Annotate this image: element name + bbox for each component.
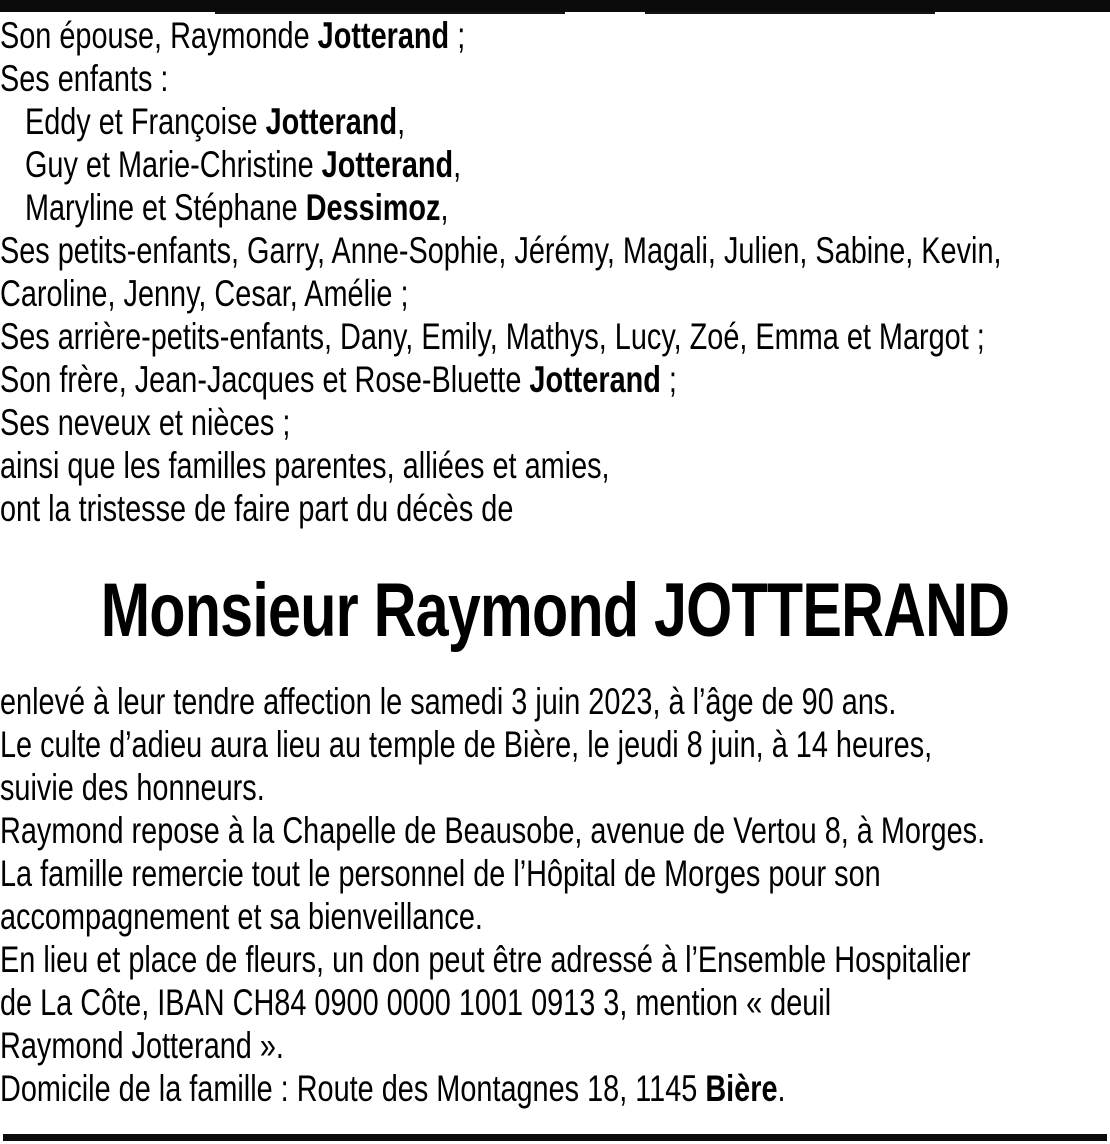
notice-line bbox=[0, 895, 1110, 938]
family-name-bold: Jotterand bbox=[321, 144, 454, 185]
notice-line bbox=[0, 809, 1110, 852]
notice-text: ainsi que les familles parentes, alliées et amies, bbox=[0, 445, 610, 486]
notice-text: ; bbox=[449, 15, 466, 56]
notice-line bbox=[0, 444, 1110, 487]
notice-line bbox=[0, 981, 1110, 1024]
notice-text: de La Côte, IBAN CH84 0900 0000 1001 0913 3, mention « deuil bbox=[0, 982, 832, 1023]
obituary-notice bbox=[0, 14, 1110, 1110]
notice-line bbox=[0, 143, 1110, 186]
notice-text: En lieu et place de fleurs, un don peut être adressé à l’Ensemble Hospitalier bbox=[0, 939, 971, 980]
notice-text: Eddy et Françoise bbox=[24, 101, 266, 142]
notice-text: Guy et Marie-Christine bbox=[24, 144, 322, 185]
notice-line bbox=[0, 315, 1110, 358]
notice-line bbox=[0, 766, 1110, 809]
notice-text: Raymond repose à la Chapelle de Beausobe, avenue de Vertou 8, à Morges. bbox=[0, 810, 986, 851]
notice-text: Son frère, Jean-Jacques et Rose-Bluette bbox=[0, 359, 530, 400]
bottom-rule bbox=[3, 1134, 1107, 1141]
notice-line bbox=[0, 938, 1110, 981]
notice-text: Maryline et Stéphane bbox=[24, 187, 306, 228]
family-name-bold: Jotterand bbox=[317, 15, 450, 56]
notice-text: Son épouse, Raymonde bbox=[0, 15, 318, 56]
notice-line bbox=[0, 186, 1110, 229]
deceased-name-title: Monsieur Raymond JOTTERAND bbox=[100, 568, 1010, 653]
notice-line bbox=[0, 680, 1110, 723]
notice-line bbox=[0, 358, 1110, 401]
notice-line bbox=[0, 487, 1110, 530]
notice-text: ont la tristesse de faire part du décès de bbox=[0, 488, 514, 529]
notice-line bbox=[0, 1024, 1110, 1067]
notice-text: accompagnement et sa bienveillance. bbox=[0, 896, 483, 937]
notice-line bbox=[0, 723, 1110, 766]
notice-text: ; bbox=[660, 359, 677, 400]
notice-text: Ses neveux et nièces ; bbox=[0, 402, 291, 443]
notice-line bbox=[0, 57, 1110, 100]
family-name-bold: Dessimoz bbox=[305, 187, 441, 228]
notice-text: Ses petits-enfants, Garry, Anne-Sophie, Jérémy, Magali, Julien, Sabine, Kevin, bbox=[0, 230, 1002, 271]
notice-text: Domicile de la famille : Route des Montagnes 18, 1145 bbox=[0, 1068, 706, 1109]
notice-line bbox=[0, 401, 1110, 444]
notice-text: , bbox=[453, 144, 462, 185]
notice-text: . bbox=[777, 1068, 786, 1109]
notice-text: enlevé à leur tendre affection le samedi 3 juin 2023, à l’âge de 90 ans. bbox=[0, 681, 897, 722]
notice-line bbox=[0, 852, 1110, 895]
notice-text: La famille remercie tout le personnel de l’Hôpital de Morges pour son bbox=[0, 853, 881, 894]
notice-body-block bbox=[0, 680, 1110, 1110]
notice-text: , bbox=[397, 101, 406, 142]
family-name-bold: Jotterand bbox=[265, 101, 398, 142]
family-name-bold: Jotterand bbox=[529, 359, 661, 400]
notice-line bbox=[0, 1067, 1110, 1110]
notice-text: Le culte d’adieu aura lieu au temple de Bière, le jeudi 8 juin, à 14 heures, bbox=[0, 724, 933, 765]
notice-text: Raymond Jotterand ». bbox=[0, 1025, 284, 1066]
notice-text: suivie des honneurs. bbox=[0, 767, 265, 808]
notice-text: , bbox=[440, 187, 449, 228]
notice-line bbox=[0, 100, 1110, 143]
notice-text: Ses arrière-petits-enfants, Dany, Emily, Mathys, Lucy, Zoé, Emma et Margot ; bbox=[0, 316, 985, 357]
top-crop-bar bbox=[0, 0, 1110, 12]
notice-line bbox=[0, 272, 1110, 315]
notice-text: Ses enfants : bbox=[0, 58, 169, 99]
notice-line bbox=[0, 229, 1110, 272]
notice-line bbox=[0, 14, 1110, 57]
family-name-bold: Bière bbox=[705, 1068, 778, 1109]
family-intro-block bbox=[0, 14, 1110, 530]
notice-text: Caroline, Jenny, Cesar, Amélie ; bbox=[0, 273, 409, 314]
